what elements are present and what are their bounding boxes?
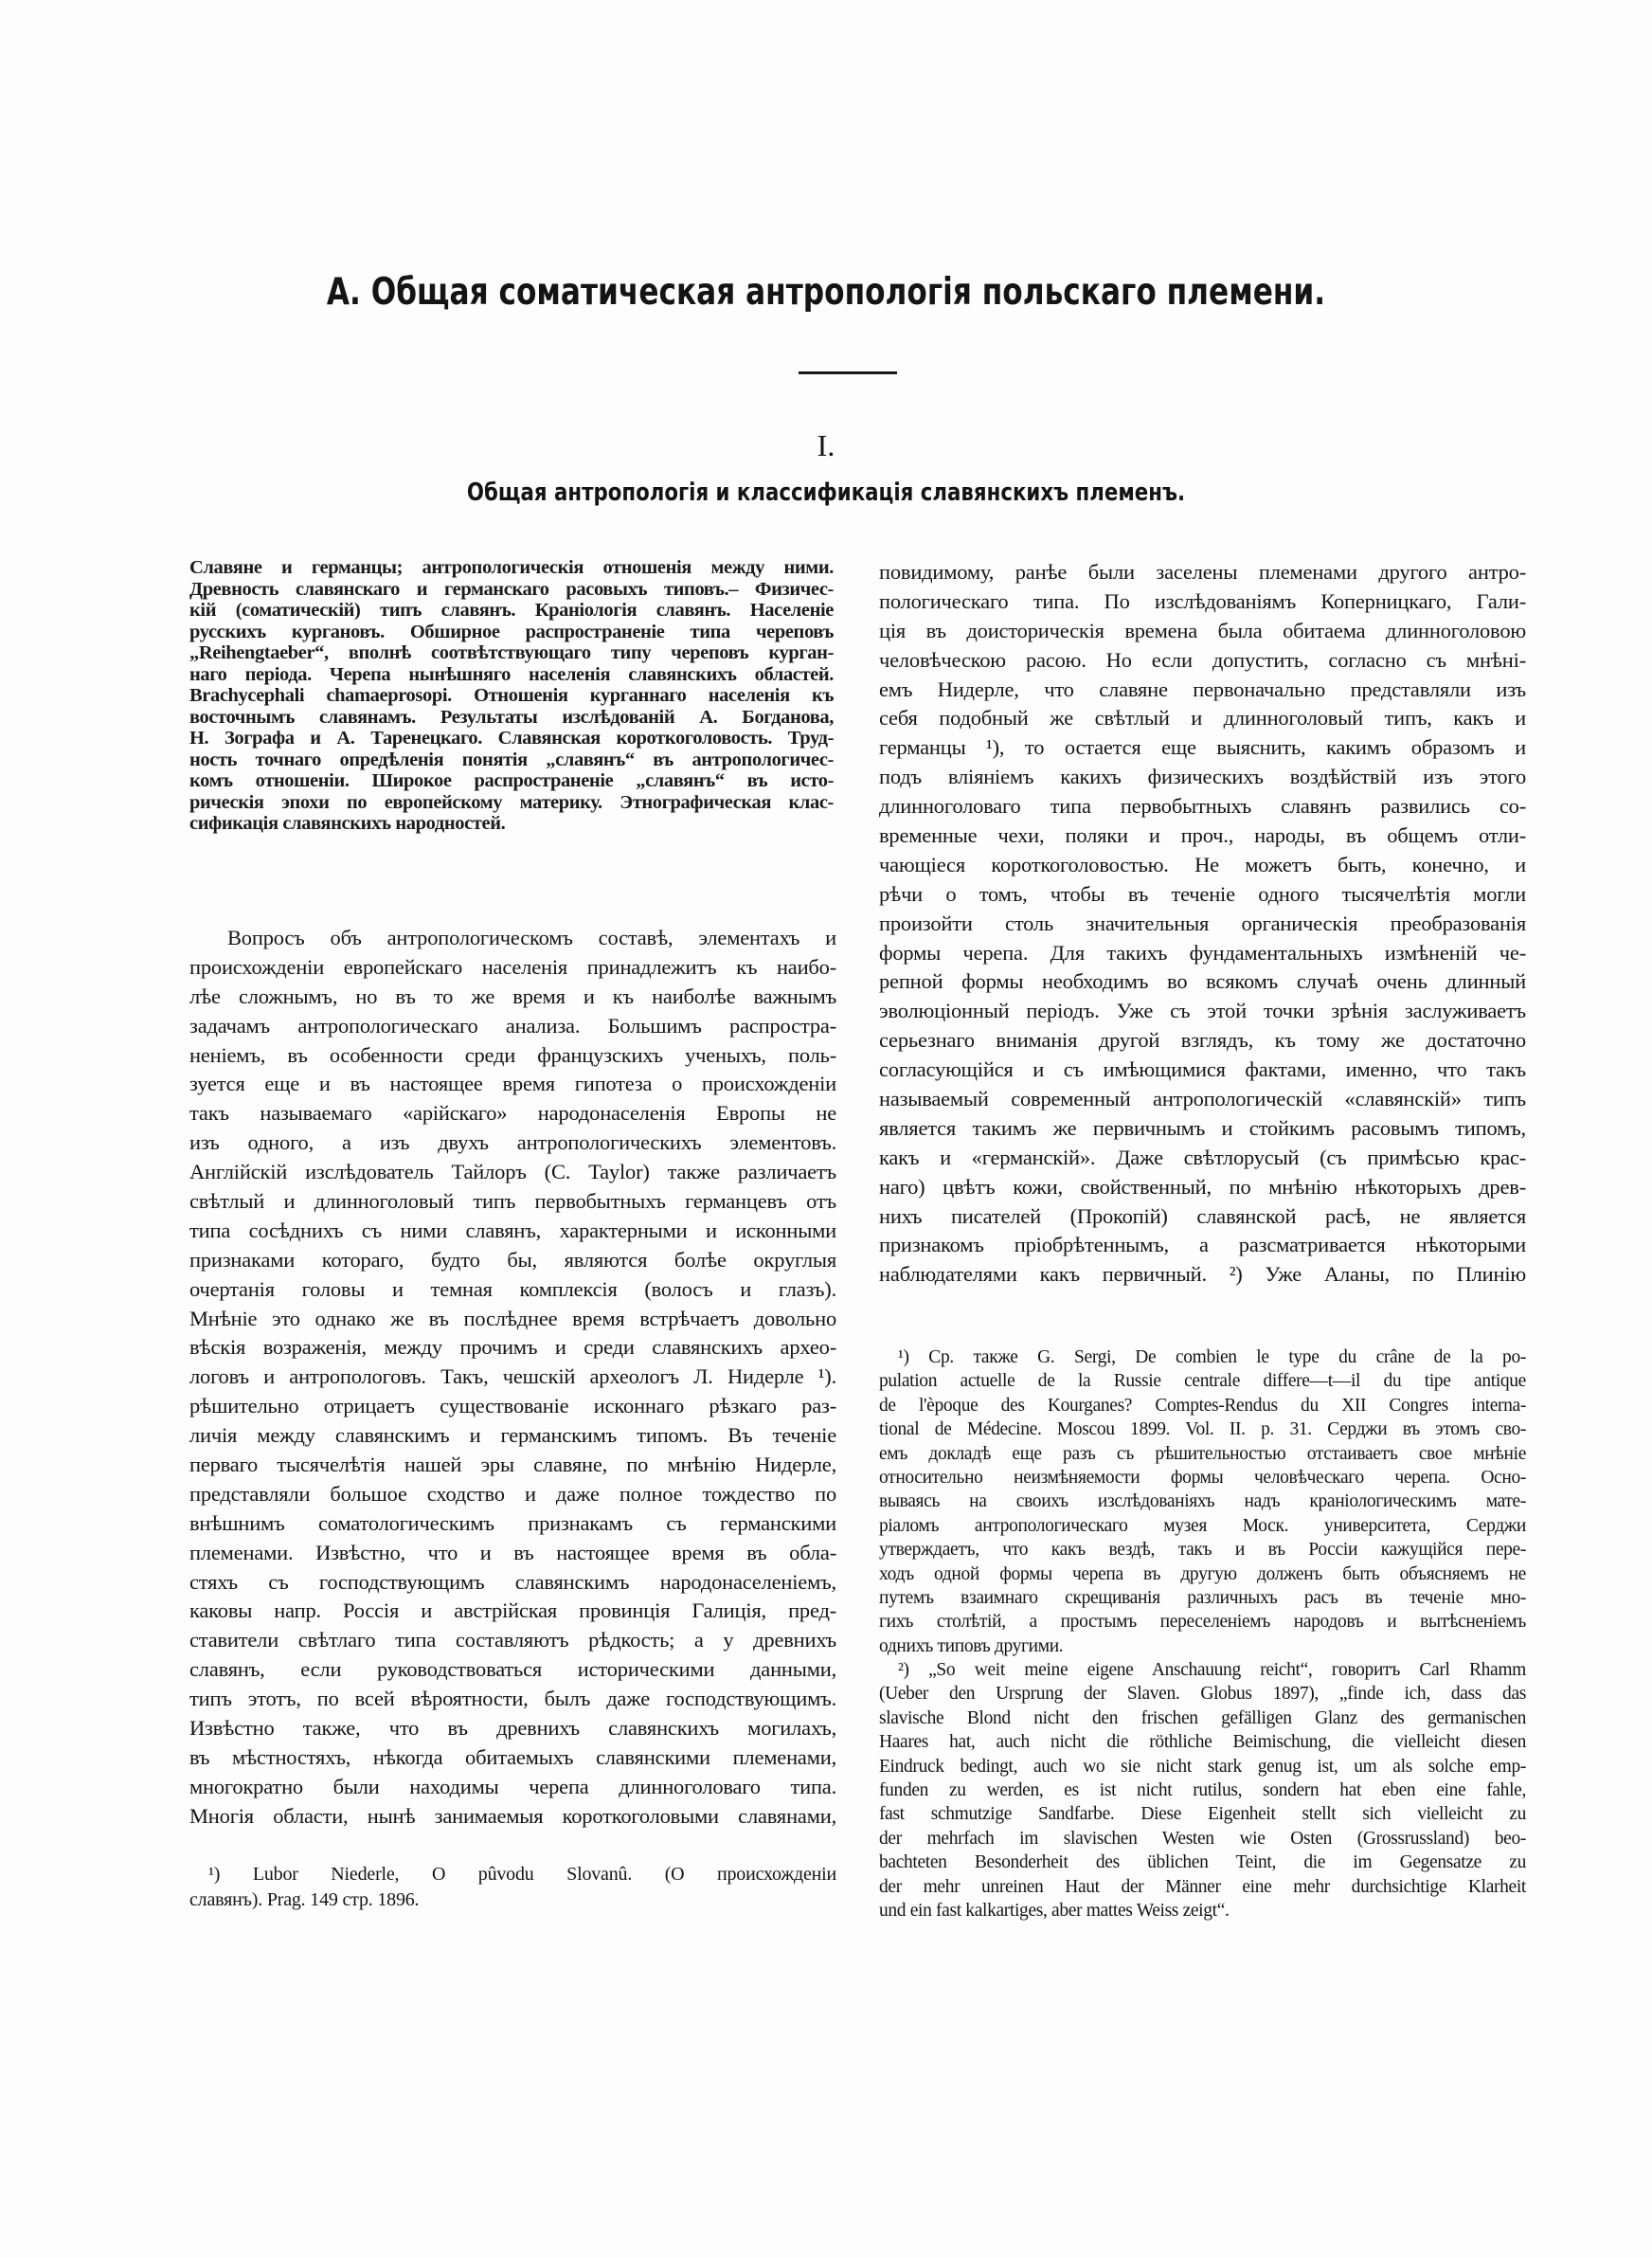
text-line: der mehrfach im slavischen Westen wie Osten (Grossrussland) beo- [879,1828,1526,1849]
text-line: репной формы необходимъ во всякомъ случаѣ очень длинный [879,969,1526,994]
text-line: нихъ писателей (Прокопій) славянской расѣ, не является [879,1203,1526,1228]
text-line: племенами. Извѣстно, что и въ настоящее время въ обла- [189,1540,836,1564]
text-line: многократно были находимы черепа длинноголоваго типа. [189,1774,836,1798]
text-line: Н. Зографа и А. Таренецкаго. Славянская короткоголовость. Труд- [189,728,834,749]
text-line: себя подобный же свѣтлый и длинноголовый типъ, какъ и [879,706,1526,731]
text-line: сификація славянскихъ народностей. [189,813,506,834]
text-line: путемъ взаимнаго скрещиванія различныхъ расъ въ теченіе мно- [879,1587,1526,1608]
text-line: неніемъ, въ особенности среди французскихъ ученыхъ, поль- [189,1042,836,1067]
text-line: согласующійся и съ имѣющимися фактами, именно, что такъ [879,1057,1526,1082]
title-divider [799,371,897,374]
text-line: чающіеся короткоголовостью. Не можетъ быть, конечно, и [879,852,1526,876]
text-line: рѣшительно отрицаетъ существованіе исконнаго рѣзкаго раз- [189,1394,836,1418]
text-line: Многія области, нынѣ занимаемыя короткоголовыми славянами, [189,1803,836,1828]
text-line: лѣе сложнымъ, но въ то же время и къ наиболѣе важнымъ [189,984,836,1008]
text-line: стяхъ съ господствующимъ славянскимъ народонаселеніемъ, [189,1569,836,1594]
text-line: (Ueber den Ursprung der Slaven. Globus 1897), „finde ich, dass das [879,1684,1526,1705]
text-line: ²) „So weit meine eigene Anschauung reicht“, говоритъ Carl Rhamm [898,1660,1526,1681]
main-title: А. Общая соматическая антропологія польскаго племени. [326,271,1326,314]
text-line: такъ называемаго «арійскаго» народонаселенія Европы не [189,1101,836,1126]
text-line: емъ Нидерле, что славяне первоначально представляли изъ [879,677,1526,701]
text-line: очертанія головы и темная комплексія (волосъ и глазъ). [189,1276,836,1301]
text-line: типа сосѣднихъ съ ними славянъ, характерными и исконными [189,1218,836,1242]
text-line: Извѣстно также, что въ древнихъ славянскихъ могилахъ, [189,1716,836,1741]
text-line: является такимъ же первичнымъ и стойкимъ расовымъ типомъ, [879,1115,1526,1140]
text-line: fast schmutzige Sandfarbe. Diese Eigenheit stellt sich vielleicht zu [879,1804,1526,1825]
text-line: „Reihengtaeber“, вполнѣ соотвѣтствующаго типу череповъ курган- [189,642,834,663]
text-line: Англійскій изслѣдователь Тайлоръ (С. Taylor) также различаетъ [189,1160,836,1184]
text-line: славянъ, если руководствоваться историческими данными, [189,1657,836,1682]
text-line: funden zu werden, es ist nicht rutilus, sondern hat eben eine fahle, [879,1780,1526,1801]
text-line: подъ вліяніемъ какихъ физическихъ воздѣйствій изъ этого [879,765,1526,789]
text-line: рическія эпохи по европейскому материку. Этнографическая клас- [189,791,834,813]
footnote-left-column [189,1862,836,1913]
text-line: Brachycephali chamaeprosopi. Отношенія курганнаго населенія къ [189,685,834,706]
text-line: восточнымъ славянамъ. Результаты изслѣдованій А. Богданова, [189,706,834,728]
text-line: называемый современный антропологическій «славянскій» типъ [879,1087,1526,1111]
text-line: какъ и «германскій». Даже свѣтлорусый (съ примѣсью крас- [879,1145,1526,1169]
text-line: личія между славянскимъ и германскимъ типомъ. Въ теченіе [189,1423,836,1448]
text-line: de l'èpoque des Kourganes? Comptes-Rendus du XII Congres interna- [879,1395,1526,1416]
text-line: относительно неизмѣняемости формы человѣческаго черепа. Осно- [879,1467,1526,1488]
text-line: длинноголоваго типа первобытныхъ славянъ развились со- [879,794,1526,819]
text-line: кій (соматическій) типъ славянъ. Краніологія славянъ. Населеніе [189,600,834,621]
body-text-left-column [189,924,836,1832]
text-line: славянъ). Prag. 149 стр. 1896. [189,1889,420,1910]
text-line: bachteten Besonderheit des üblichen Teint, die im Gegensatze zu [879,1852,1526,1873]
text-line: гихъ столѣтій, а простымъ переселеніемъ народовъ и вытѣсненіемъ [879,1612,1526,1633]
text-line: свѣтлый и длинноголовый типъ первобытныхъ германцевъ отъ [189,1189,836,1214]
body-text-right-column [879,558,1526,1290]
chapter-summary [189,557,834,835]
text-line: однихъ типовъ другими. [879,1635,1064,1656]
text-line: наго) цвѣтъ кожи, свойственный, по мнѣнію нѣкоторыхъ древ- [879,1174,1526,1199]
text-line: Haares hat, auch nicht die röthliche Beimischung, die vielleicht diesen [879,1732,1526,1753]
text-line: ¹) Ср. также G. Sergi, De combien le type du crâne de la po- [898,1347,1526,1367]
text-line: эволюціонный періодъ. Уже съ этой точки зрѣнія заслуживаетъ [879,999,1526,1023]
text-line: Вопросъ объ антропологическомъ составѣ, элементахъ и [227,926,836,949]
text-line: Мнѣніе это однако же въ послѣднее время встрѣчаетъ довольно [189,1306,836,1330]
text-line: емъ докладѣ еще разъ съ рѣшительностью отстаиваетъ свое мнѣніе [879,1443,1526,1464]
text-line: und ein fast kalkartiges, aber mattes Weiss zeigt“. [879,1900,1230,1921]
text-line: Славяне и германцы; антропологическія отношенія между ними. [189,557,834,578]
text-line: серьезнаго вниманія другой взглядъ, къ тому же достаточно [879,1028,1526,1053]
text-line: наго періода. Черепа нынѣшняго населенія славянскихъ областей. [189,663,834,685]
text-line: ставители свѣтлаго типа составляютъ рѣдкость; а у древнихъ [189,1628,836,1652]
footnotes-right-column [879,1345,1526,1923]
text-line: ція въ доисторическія времена была обитаема длинноголовою [879,618,1526,642]
text-line: произойти столь значительныя органическія преобразованія [879,911,1526,935]
text-line: ¹) Lubor Niederle, O pûvodu Slovanû. (O происхожденіи [208,1864,836,1885]
text-line: внѣшнимъ соматологическимъ признакамъ съ германскими [189,1510,836,1535]
text-line: русскихъ кургановъ. Обширное распространеніе типа череповъ [189,621,834,642]
text-line: повидимому, ранѣе были заселены племенами другого антро- [879,560,1526,584]
text-line: перваго тысячелѣтія нашей эры славяне, по мнѣнію Нидерле, [189,1453,836,1477]
text-line: въ мѣстностяхъ, нѣкогда обитаемыхъ славянскими племенами, [189,1744,836,1769]
text-line: временные чехи, поляки и проч., народы, въ общемъ отли- [879,823,1526,848]
text-line: задачамъ антропологическаго анализа. Большимъ распростра- [189,1013,836,1038]
text-line: зуется еще и въ настоящее время гипотеза о происхожденіи [189,1072,836,1096]
text-line: наблюдателями какъ первичный. ²) Уже Аланы, по Плинію [879,1262,1526,1287]
text-line: Eindruck bedingt, auch wo sie nicht stark genug ist, um als solche emp- [879,1756,1526,1777]
text-line: ріаломъ антропологическаго музея Моск. университета, Серджи [879,1515,1526,1536]
text-line: признаками котораго, будто бы, являются болѣе округлыя [189,1247,836,1272]
text-line: пологическаго типа. По изслѣдованіямъ Коперницкаго, Гали- [879,588,1526,613]
text-line: ность точнаго опредѣленія понятія „славянъ“ въ антропологичес- [189,749,834,770]
text-line: der mehr unreinen Haut der Männer eine mehr durchsichtige Klarheit [879,1876,1526,1897]
chapter-number: I. [817,428,835,462]
text-line: slavische Blond nicht den frischen gefälligen Glanz des germanischen [879,1707,1526,1728]
text-line: вѣскія возраженія, между прочимъ и среди славянскихъ археo- [189,1335,836,1360]
text-line: изъ одного, а изъ двухъ антропологическихъ элементовъ. [189,1130,836,1155]
text-line: рѣчи о томъ, чтобы въ теченіе одного тысячелѣтія могли [879,881,1526,906]
text-line: типъ этотъ, по всей вѣроятности, былъ даже господствующимъ. [189,1687,836,1711]
text-line: происхожденіи европейскаго населенія принадлежитъ къ наибо- [189,954,836,979]
text-line: представляли большое сходство и даже полное тождество по [189,1481,836,1506]
text-line: каковы напр. Россія и австрійская провинція Галиція, пред- [189,1598,836,1623]
text-line: tional de Médecine. Moscou 1899. Vol. II. p. 31. Серджи въ этомъ сво- [879,1419,1526,1440]
text-line: утверждаетъ, что какъ вездѣ, такъ и въ Россіи кажущійся пере- [879,1540,1526,1561]
text-line: признакомъ пріобрѣтеннымъ, а разсматривается нѣкоторыми [879,1233,1526,1257]
text-line: Древность славянскаго и германскаго расовыхъ типовъ.– Физичес- [189,578,834,600]
text-line: человѣческою расою. Но если допустить, согласно съ мнѣні- [879,647,1526,672]
text-line: ходъ одной формы черепа въ другую долженъ быть объясняемъ не [879,1563,1526,1584]
chapter-subtitle: Общая антропологія и классификація славянскихъ племенъ. [466,478,1186,507]
text-line: вываясь на своихъ изслѣдованіяхъ надъ краніологическимъ мате- [879,1491,1526,1512]
text-line: логовъ и антропологовъ. Такъ, чешскій археологъ Л. Нидерле ¹). [189,1364,836,1389]
text-line: комъ отношеніи. Широкое распространеніе „славянъ“ въ исто- [189,770,834,791]
text-line: формы черепа. Для такихъ фундаментальныхъ измѣненій че- [879,940,1526,965]
text-line: германцы ¹), то остается еще выяснить, какимъ образомъ и [879,735,1526,760]
text-line: pulation actuelle de la Russie centrale differe—t—il du tipe antique [879,1371,1526,1392]
